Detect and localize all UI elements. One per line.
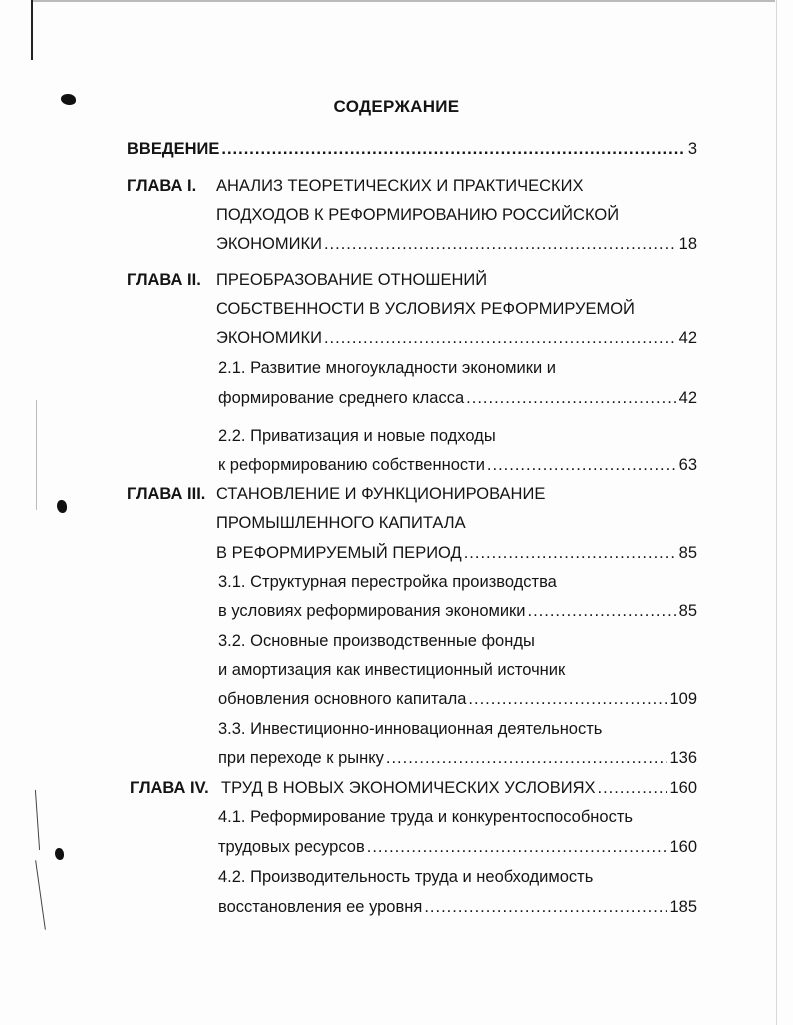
chapter-2-title-1: ПРЕОБРАЗОВАНИЕ ОТНОШЕНИЙ (216, 271, 488, 289)
chapter-2-line (216, 299, 635, 319)
section-2-2-line (218, 455, 697, 475)
chapter-1-label: ГЛАВА I. (127, 177, 197, 195)
toc-intro (127, 139, 697, 159)
scan-scratch (35, 860, 46, 929)
section-3-2-line (218, 631, 535, 651)
section-4-2-page: 185 (669, 898, 697, 916)
section-2-1-title-2: формирование среднего класса (218, 389, 465, 407)
toc-intro-text: ВВЕДЕНИЕ (127, 140, 220, 158)
dot-leader (598, 778, 668, 798)
scan-blot (57, 500, 67, 513)
section-3-1-page: 85 (678, 602, 697, 620)
section-3-3-title-1: 3.3. Инвестиционно-инновационная деятельность (218, 720, 603, 738)
chapter-3-title-1: СТАНОВЛЕНИЕ И ФУНКЦИОНИРОВАНИЕ (216, 485, 546, 503)
section-2-1-line (218, 388, 697, 408)
section-3-3-line (218, 719, 602, 739)
chapter-2-label: ГЛАВА II. (127, 271, 201, 289)
section-4-2-line (218, 867, 593, 887)
section-2-1-line (218, 358, 556, 378)
chapter-4-page: 160 (669, 779, 697, 797)
chapter-1-title-1: АНАЛИЗ ТЕОРЕТИЧЕСКИХ И ПРАКТИЧЕСКИХ (216, 177, 584, 195)
page-left-edge (31, 0, 33, 60)
dot-leader (386, 748, 668, 768)
chapter-3-page: 85 (678, 544, 697, 562)
section-2-2-line (218, 426, 496, 446)
chapter-4-label: ГЛАВА IV. (130, 779, 209, 797)
section-2-1-title-1: 2.1. Развитие многоукладности экономики и (218, 359, 556, 377)
chapter-3-title-3: В РЕФОРМИРУЕМЫЙ ПЕРИОД (216, 544, 462, 562)
chapter-3-title-2: ПРОМЫШЛЕННОГО КАПИТАЛА (216, 514, 466, 532)
chapter-1-line (216, 205, 619, 225)
dot-leader (324, 234, 677, 254)
section-3-3-line (218, 748, 697, 768)
section-4-2-title-1: 4.2. Производительность труда и необходимость (218, 868, 594, 886)
chapter-1-line (216, 234, 697, 254)
dot-leader (528, 601, 677, 621)
chapter-2-line (216, 270, 487, 290)
section-3-3-page: 136 (669, 749, 697, 767)
section-4-1-line (218, 837, 697, 857)
dot-leader (468, 689, 667, 709)
chapter-2-title-3: ЭКОНОМИКИ (216, 329, 322, 347)
section-3-2-line (218, 660, 565, 680)
chapter-3-label: ГЛАВА III. (127, 485, 206, 503)
section-3-2-title-1: 3.2. Основные производственные фонды (218, 632, 535, 650)
scan-scratch (36, 400, 37, 510)
section-3-2-title-3: обновления основного капитала (218, 690, 467, 708)
section-4-1-page: 160 (669, 838, 697, 856)
section-3-2-line (218, 689, 697, 709)
section-4-1-title-1: 4.1. Реформирование труда и конкурентоспособность (218, 808, 633, 826)
page-top-edge (31, 0, 775, 2)
section-3-2-title-2: и амортизация как инвестиционный источник (218, 661, 566, 679)
section-3-1-line (218, 601, 697, 621)
section-4-2-title-2: восстановления ее уровня (218, 898, 423, 916)
chapter-1-page: 18 (678, 235, 697, 253)
dot-leader (466, 388, 676, 408)
section-3-1-line (218, 572, 557, 592)
chapter-1-line (216, 176, 584, 196)
chapter-4-line (221, 778, 697, 798)
chapter-1-title-3: ЭКОНОМИКИ (216, 235, 322, 253)
section-4-1-title-2: трудовых ресурсов (218, 838, 365, 856)
chapter-3-line (216, 484, 545, 504)
dot-leader (424, 897, 667, 917)
section-3-3-title-2: при переходе к рынку (218, 749, 384, 767)
chapter-1-title-2: ПОДХОДОВ К РЕФОРМИРОВАНИЮ РОССИЙСКОЙ (216, 206, 620, 224)
dot-leader (324, 328, 677, 348)
section-2-2-page: 63 (678, 456, 697, 474)
dot-leader (221, 139, 685, 159)
chapter-2-title-2: СОБСТВЕННОСТИ В УСЛОВИЯХ РЕФОРМИРУЕМОЙ (216, 300, 635, 318)
section-3-1-title-1: 3.1. Структурная перестройка производства (218, 573, 557, 591)
section-2-1-page: 42 (678, 389, 697, 407)
section-3-1-title-2: в условиях реформирования экономики (218, 602, 526, 620)
chapter-3-line (216, 513, 466, 533)
toc-title: СОДЕРЖАНИЕ (333, 97, 460, 116)
section-3-2-page: 109 (669, 690, 697, 708)
dot-leader (464, 543, 677, 563)
chapter-2-page: 42 (678, 329, 697, 347)
scan-scratch (35, 790, 40, 850)
dot-leader (487, 455, 677, 475)
dot-leader (367, 837, 668, 857)
section-4-1-line (218, 807, 633, 827)
chapter-3-line (216, 543, 697, 563)
toc-intro-page: 3 (687, 140, 697, 158)
scan-blot (55, 848, 64, 860)
section-2-2-title-2: к реформированию собственности (218, 456, 485, 474)
chapter-2-line (216, 328, 697, 348)
section-2-2-title-1: 2.2. Приватизация и новые подходы (218, 427, 496, 445)
section-4-2-line (218, 897, 697, 917)
chapter-4-title-1: ТРУД В НОВЫХ ЭКОНОМИЧЕСКИХ УСЛОВИЯХ (221, 779, 596, 797)
page-right-edge (776, 0, 777, 1025)
